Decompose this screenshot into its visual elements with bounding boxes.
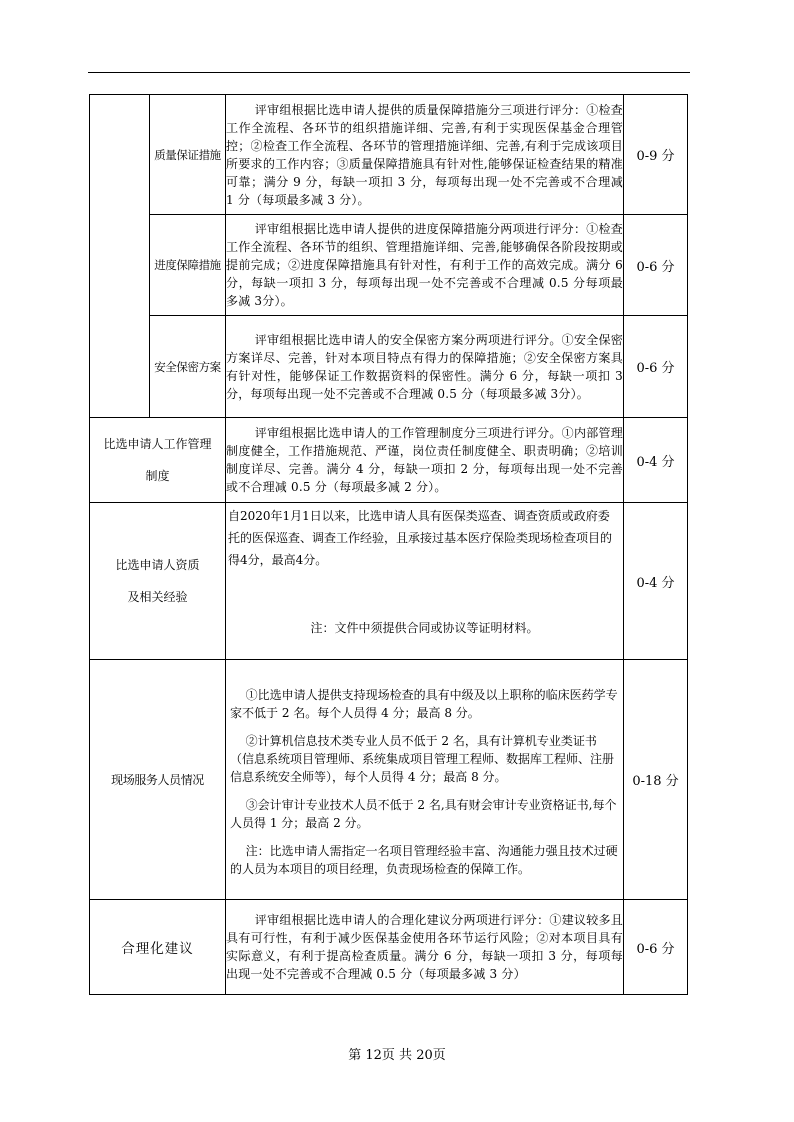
qualification-label-line2: 及相关经验 (127, 590, 188, 604)
quality-measures-label: 质量保证措施 (150, 95, 226, 215)
progress-measures-score: 0-6 分 (624, 215, 688, 316)
quality-measures-desc: 评审组根据比选申请人提供的质量保障措施分三项进行评分：①检查工作全流程、各环节的组织措施详细、完善,有利于实现医保基金合理管控；②检查工作全流程、各环节的管理措施详细、完善,有利于完成该项目所要求的工作内容；③质量保障措施具有针对性,能够保证检查结果的精准可靠；满分 9 分，每缺一项扣 3 分，每项每出现一处不完善或不合理减 1 分（每项最多减 3 分）。 (226, 95, 624, 215)
header-rule (88, 72, 690, 73)
staff-item-3: ③会计审计专业技术人员不低于 2 名,具有财会审计专业资格证书,每个人员得 1 分；最高 2 分。 (230, 797, 617, 830)
table-row (90, 316, 688, 418)
table-row (90, 418, 688, 503)
staff-score: 0-18 分 (624, 660, 688, 900)
qualification-label-line1: 比选申请人资质 (115, 558, 200, 572)
category-cell-empty (90, 95, 150, 418)
rational-suggestion-desc: 评审组根据比选申请人的合理化建议分两项进行评分：①建议较多且具有可行性，有利于减少医保基金使用各环节运行风险；②对本项目具有实际意义，有利于提高检查质量。满分 6 分，每缺一项扣 3 分，每项每出现一处不完善或不合理减 0.5 分（每项最多减 3 分） (226, 900, 624, 995)
qualification-note: 注：文件中须提供合同或协议等证明材料。 (310, 621, 539, 635)
management-system-label (90, 418, 226, 503)
qualification-desc-cell (226, 503, 624, 660)
qualification-score: 0-4 分 (624, 503, 688, 660)
qualification-desc: 自2020年1月1日以来，比选申请人具有医保类巡查、调查资质或政府委托的医保巡查、调查工作经验，且承接过基本医疗保险类现场检查项目的得4分，最高4分。 (228, 509, 613, 567)
staff-desc-cell (226, 660, 624, 900)
rational-suggestion-label: 合理化建议 (90, 900, 226, 995)
rational-suggestion-score: 0-6 分 (624, 900, 688, 995)
staff-label: 现场服务人员情况 (90, 660, 226, 900)
security-plan-label: 安全保密方案 (150, 316, 226, 418)
table-row (90, 95, 688, 215)
quality-measures-score: 0-9 分 (624, 95, 688, 215)
page-number: 第 12页 共 20页 (348, 1048, 446, 1063)
staff-note: 注：比选申请人需指定一名项目管理经验丰富、沟通能力强且技术过硬的人员为本项目的项目经理，负责现场检查的保障工作。 (230, 843, 618, 876)
management-system-score: 0-4 分 (624, 418, 688, 503)
staff-item-1: ①比选申请人提供支持现场检查的具有中级及以上职称的临床医药学专家不低于 2 名。每个人员得 4 分；最高 8 分。 (230, 687, 618, 720)
security-plan-score: 0-6 分 (624, 316, 688, 418)
management-label-line1: 比选申请人工作管理 (103, 437, 212, 451)
management-system-desc: 评审组根据比选申请人的工作管理制度分三项进行评分。①内部管理制度健全，工作措施规范、严谨，岗位责任制度健全、职责明确；②培训制度详尽、完善。满分 4 分，每缺一项扣 2 分，每项每出现一处不完善或不合理减 0.5 分（每项最多减 2 分）。 (226, 418, 624, 503)
security-plan-desc: 评审组根据比选申请人的安全保密方案分两项进行评分。①安全保密方案详尽、完善，针对本项目特点有得力的保障措施；②安全保密方案具有针对性，能够保证工作数据资料的保密性。满分 6 分，每缺一项扣 3 分，每项每出现一处不完善或不合理减 0.5 分（每项最多减 3分）。 (226, 316, 624, 418)
table-row (90, 215, 688, 316)
table-row (90, 660, 688, 900)
staff-item-2: ②计算机信息技术类专业人员不低于 2 名，具有计算机专业类证书（信息系统项目管理师、系统集成项目管理工程师、数据库工程师、注册信息系统安全师等），每个人员得 4 分；最高 8 分。 (230, 733, 615, 784)
progress-measures-label: 进度保障措施 (150, 215, 226, 316)
table-row (90, 900, 688, 995)
table-row (90, 503, 688, 660)
qualification-label (90, 503, 226, 660)
management-label-line2: 制度 (145, 469, 170, 483)
progress-measures-desc: 评审组根据比选申请人提供的进度保障措施分两项进行评分：①检查工作全流程、各环节的组织、管理措施详细、完善,能够确保各阶段按期或提前完成；②进度保障措施具有针对性，有利于工作的高效完成。满分 6 分，每缺一项扣 3 分，每项每出现一处不完善或不合理减 0.5 分每项最多减 3分）。 (226, 215, 624, 316)
scoring-table (89, 94, 688, 995)
